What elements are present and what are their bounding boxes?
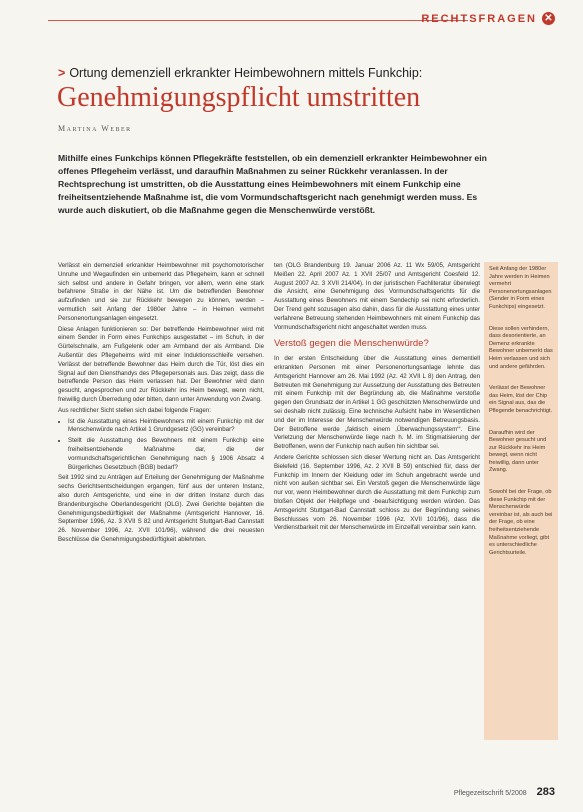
lead-paragraph: Mithilfe eines Funkchips können Pflegekräfte feststellen, ob ein demenziell erkrankter Heimbewohner ein offenes Pflegeheim verlässt, und daraufhin Maßnahmen zu seiner Rückkehr veranlassen. In der Rechtsprechung ist umstritten, ob die Ausstattung eines Heimbewohners mit einem Funkchip eine freiheitsentziehende Maßnahme ist, die vom Vormundschaftsgericht nach genehmigt werden muss. Es wurde auch diskutiert, ob die Maßnahme gegen die Menschenwürde verstößt.: [58, 153, 487, 216]
body-column-2: [274, 262, 480, 535]
section-tag: [421, 12, 555, 25]
sidebar-note: Diese sollen verhindern, dass desorientierte, an Demenz erkrankte Bewohner unbemerkt das Heim verlassen und sich und andere gefährden.: [489, 325, 553, 370]
header-rule: [48, 20, 468, 21]
author: Martina Weber: [58, 124, 132, 133]
headline: Genehmigungspflicht umstritten: [57, 82, 421, 113]
section-label: RECHTSFRAGEN: [421, 12, 537, 25]
list-item: • Stellt die Ausstattung des Bewohners mit einem Funkchip eine freiheitsentziehende Maßnahme dar, die der vormundschaftsgerichtlichen Genehmigung nach § 1906 Absatz 4 Bürgerliches Gesetzbuch (BGB) bedarf?: [68, 437, 264, 472]
kicker: [58, 66, 422, 80]
paragraph: Diese Anlagen funktionieren so: Der betreffende Heimbewohner wird mit einem Sender in Form eines Funkchips ausgestattet – im Schuh, in der Gürtelschnalle, am Fußgelenk oder am Armband der als Armband. Die Außentür des Pflegeheims wird mit einer Induktionsschleife versehen. Verlässt der betreffende Bewohner das Heim durch die Tür, löst dies ein Signal auf den Diensthandys des Pflegepersonals aus. Das zeigt, dass die betreffende Person das Heim verlassen hat. Der Bewohner wird dann gesucht, angesprochen und zur Rückkehr ins Heim bewegt, wenn nicht, freiwillig durch Überredung oder bitten, dann unter Anwendung von Zwang.: [58, 325, 264, 403]
paragraph: In der ersten Entscheidung über die Ausstattung eines dementiell erkrankten Personen mit einer Personenortungsanlage lehnte das Amtsgericht Hannover am 26. Mai 1992 (Az. 42 XVII L 8) den Antrag, den Betreuten mit Genehmigung zur Aussetzung der Ausstattung des Betreuten mit einem Funkchip mit der Begründung ab, die Maßnahme verstoße gegen den Grundsatz der in Artikel 1 GG geschützten Menschenwürde und sei deshalb nicht zulässig. Eine technische Aufsicht habe im Wesentlichen und der im Interesse der Menschenwürde notwendigen Betreuungsbasis. Der Betroffene werde „faktisch einem ‚Überwachungssystem‘“. Eine Verletzung der Menschenwürde liege nach h. M. im Stigmatisierung der Betroffenen, wenn der Funkchip nach außen hin sichtbar sei.: [274, 355, 480, 451]
kicker-text: Ortung demenziell erkrankter Heimbewohnern mittels Funkchip:: [69, 66, 423, 80]
sidebar-note: Verlässt der Bewohner das Heim, löst der Chip ein Signal aus, das die Pflegende benachrichtigt.: [489, 385, 553, 414]
paragraph: Andere Gerichte schlossen sich dieser Wertung nicht an. Das Amtsgericht Bielefeld (16. September 1996, Az. 2 XVII B 59) entschied für, dass der Funkchip im Innern der Kleidung oder im Schuh angebracht werde und nicht von außen sichtbar sei. Ein Verstoß gegen die Menschenwürde läge nur vor, wenn Heimbewohner durch die Ausstattung mit dem Funkchip zum bloßen Objekt der Heilpflege und -beaufsichtigung werden würden. Das Amtsgericht Stuttgart-Bad Cannstatt schloss zu der Begründung seines Beschlusses vom 26. November 1996 (Az. XVII 101/96), dass die Verdienstbarkeit mit der Menschenwürde im Einzelfall vereinbar sein kann.: [274, 453, 480, 532]
list-item: • Ist die Ausstattung eines Heimbewohners mit einem Funkchip mit der Menschenwürde nach Artikel 1 Grundgesetz (GG) vereinbar?: [68, 418, 264, 436]
magazine-name: Pflegezeitschrift 5/2008: [453, 790, 527, 797]
sidebar-note: Seit Anfang der 1980er Jahre werden in Heimen vermehrt Personenortungsanlagen (Sender in Form eines Funkchips) eingesetzt.: [489, 266, 552, 310]
paragraph: Verlässt ein demenziell erkrankter Heimbewohner mit psychomotorischer Unruhe und Wegaufinden ein unbemerkt das Pflegeheim, kann er schnell sich selbst und andere in Gefahr bringen, vor allem, wenn eine stark befahrene Straße in der Nähe ist. Um die betreffenden Bewohner aufzufinden und sie zur Rückkehr bewegen zu können, werden – vermutlich seit Anfang der 1980er Jahre – in Heimen vermehrt Personenortungsanlagen eingesetzt.: [58, 262, 264, 322]
question-list: [58, 418, 264, 473]
chevron-right-icon: >: [58, 66, 66, 80]
sidebar-note: Sowohl bei der Frage, ob diese Funkchip mit der Menschenwürde vereinbar ist, als auch bei der Frage, ob eine freiheitsentziehende Maßnahme vorliegt, gibt es unterschiedliche Gerichtsurteile.: [489, 489, 553, 556]
section-close-icon: ✕: [542, 12, 555, 25]
paragraph: ten (OLG Brandenburg 19. Januar 2006 Az. 11 Wx 59/05, Amtsgericht Meißen 22. April 2007 Az. 1 XVII 25/07 und Amtsgericht Coesfeld 12. August 2007 Az. 3 XVII 214/04). In der juristischen Fachliteratur überwiegt die Ansicht, eine Genehmigung des Vormundschaftsgerichts für die Ausstattung eines Bewohners mit einem Sendechip sei nicht erforderlich. Der Trend geht sozusagen also dahin, dass für die Ausstattung eines unter verfahrene Betreuung stehenden Heimbewohners mit einem Funkchip das Vormundschaftsgericht nicht angeschaltet werden muss.: [274, 262, 480, 331]
paragraph: Seit 1992 sind zu Anträgen auf Erteilung der Genehmigung der Maßnahme sechs Gerichtsentscheidungen ergangen, fünf aus der unteren Instanz, also durch Amtsgerichte, und eine in der dritten Instanz durch das Brandenburgische Oberlandesgericht (OLG). Zwei Gerichte bejahten die Genehmigungsbedürftigkeit der Maßnahme (Amtsgericht Hannover, 16. September 1996, Az. 3 XVII S 82 und Amtsgericht Stuttgart-Bad Cannstatt 26. November 1996, Az. XVII 101/96), während die drei neuesten Beschlüsse die Genehmigungsbedürftigkeit ablehnten.: [58, 474, 264, 543]
sidebar-note: Daraufhin wird der Bewohner gesucht und zur Rückkehr ins Heim bewegt, wenn nicht freiwillig, dann unter Zwang.: [489, 429, 547, 474]
summary-sidebar: [484, 262, 558, 740]
paragraph: Aus rechtlicher Sicht stellen sich dabei folgende Fragen:: [58, 406, 211, 414]
page-footer: [454, 786, 555, 798]
body-column-1: [58, 262, 264, 547]
page-number: 283: [536, 786, 555, 798]
subheading: Verstoß gegen die Menschenwürde?: [274, 338, 429, 350]
